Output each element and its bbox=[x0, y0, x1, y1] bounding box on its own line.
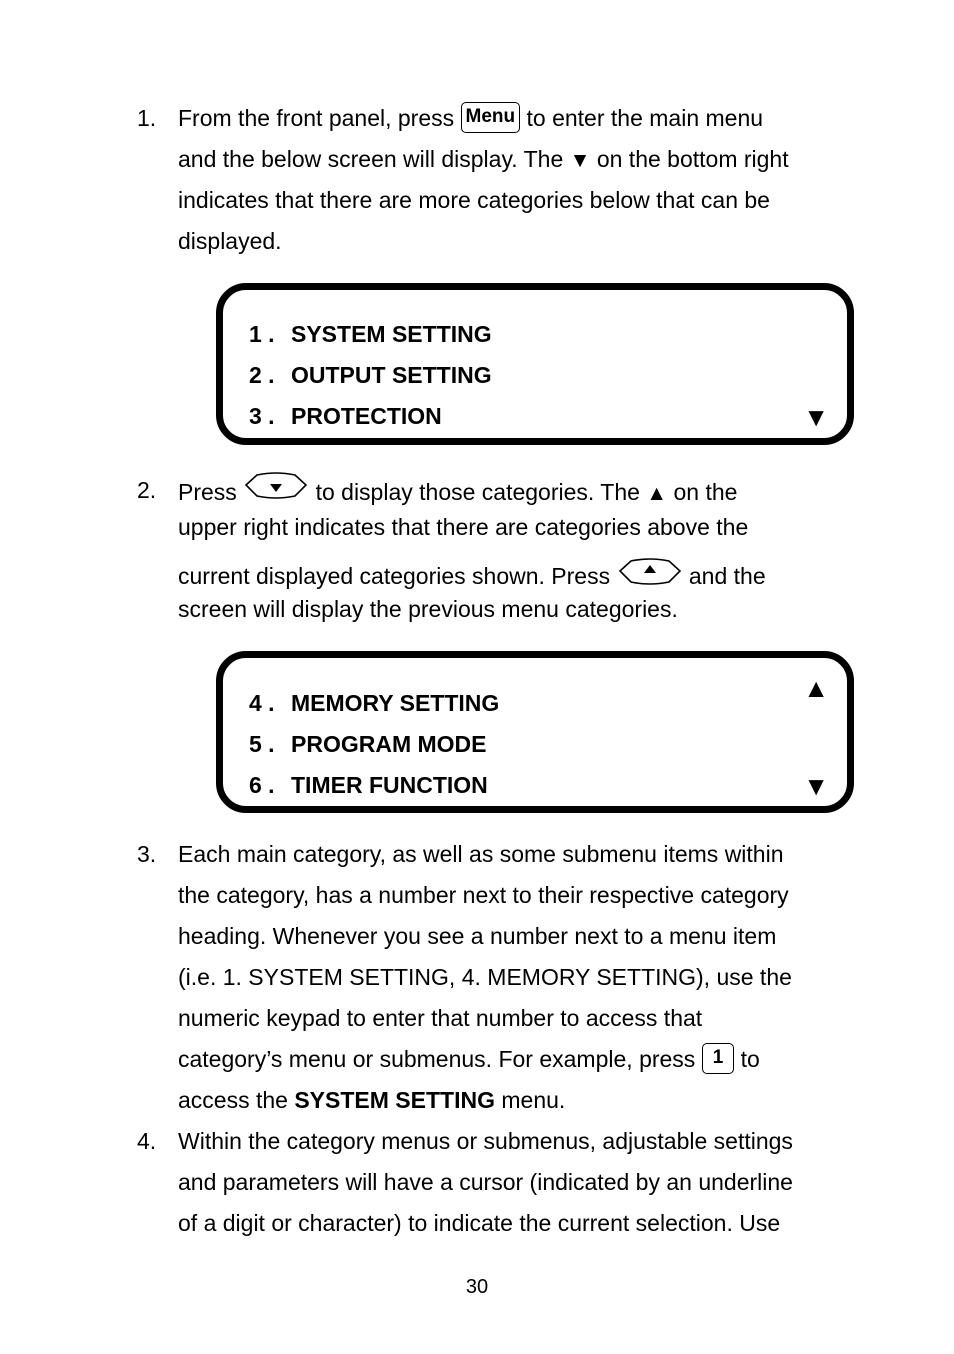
lcd-screen-more-menu bbox=[216, 651, 854, 813]
item-number: 3. bbox=[137, 841, 157, 867]
text-line: indicates that there are more categories below that can be bbox=[178, 187, 770, 213]
down-arrow-key-icon bbox=[243, 472, 309, 508]
text-line: heading. Whenever you see a number next to a menu item bbox=[178, 923, 777, 949]
menu-label: PROGRAM MODE bbox=[291, 731, 487, 757]
text: to enter the main menu bbox=[520, 105, 764, 131]
text: on the bbox=[667, 479, 738, 506]
menu-index: 1 . bbox=[249, 321, 275, 347]
text: and the bbox=[682, 563, 766, 590]
menu-label: TIMER FUNCTION bbox=[291, 772, 488, 798]
menu-row-system-setting bbox=[249, 320, 492, 348]
menu-label: MEMORY SETTING bbox=[291, 690, 500, 716]
up-arrow-icon: ▲ bbox=[803, 673, 829, 703]
menu-key-icon: Menu bbox=[461, 102, 521, 133]
text: Press bbox=[178, 479, 244, 506]
text: From the front panel, press bbox=[178, 105, 461, 131]
lcd-screen-main-menu bbox=[216, 283, 854, 445]
text-line: numeric keypad to enter that number to access that bbox=[178, 1005, 703, 1031]
text-line bbox=[178, 1045, 760, 1076]
menu-label: PROTECTION bbox=[291, 403, 442, 429]
text: menu. bbox=[494, 1087, 566, 1113]
text-line bbox=[178, 1086, 565, 1114]
menu-label: SYSTEM SETTING bbox=[291, 321, 492, 347]
menu-label: OUTPUT SETTING bbox=[291, 362, 492, 388]
text-line: and parameters will have a cursor (indicated by an underline bbox=[178, 1169, 793, 1195]
item-number: 4. bbox=[137, 1128, 157, 1154]
text: current displayed categories shown. Press bbox=[178, 563, 617, 590]
text: access the bbox=[178, 1087, 295, 1113]
page-number: 30 bbox=[465, 1276, 489, 1298]
bold-text: SYSTEM SETTING bbox=[294, 1087, 495, 1113]
menu-row-program-mode bbox=[249, 730, 487, 758]
menu-row-protection bbox=[249, 402, 442, 430]
text-line bbox=[178, 145, 789, 175]
down-triangle-icon: ▼ bbox=[569, 149, 591, 172]
menu-index: 6 . bbox=[249, 772, 275, 798]
text: to bbox=[734, 1046, 760, 1072]
text-line: screen will display the previous menu categories. bbox=[178, 596, 678, 622]
key-1-icon: 1 bbox=[702, 1043, 735, 1074]
text: on the bottom right bbox=[590, 146, 789, 172]
text-line: displayed. bbox=[178, 228, 282, 254]
text-line bbox=[178, 476, 737, 512]
item-number: 1. bbox=[137, 105, 157, 131]
text-line: Within the category menus or submenus, adjustable settings bbox=[178, 1128, 793, 1154]
menu-row-memory-setting bbox=[249, 689, 499, 717]
text: and the below screen will display. The bbox=[178, 146, 570, 172]
down-arrow-icon: ▼ bbox=[803, 771, 829, 801]
menu-index: 3 . bbox=[249, 403, 275, 429]
menu-index: 4 . bbox=[249, 690, 275, 716]
text: category’s menu or submenus. For example, press bbox=[178, 1046, 702, 1072]
text-line: the category, has a number next to their respective category bbox=[178, 882, 789, 908]
text-line: upper right indicates that there are categories above the bbox=[178, 514, 749, 540]
text-line: of a digit or character) to indicate the current selection. Use bbox=[178, 1210, 781, 1236]
item-number: 2. bbox=[137, 477, 157, 503]
up-arrow-key-icon bbox=[617, 554, 683, 594]
text: to display those categories. The bbox=[309, 479, 647, 506]
down-arrow-icon: ▼ bbox=[803, 402, 829, 432]
text-line: (i.e. 1. SYSTEM SETTING, 4. MEMORY SETTING), use the bbox=[178, 964, 792, 990]
menu-index: 5 . bbox=[249, 731, 275, 757]
menu-index: 2 . bbox=[249, 362, 275, 388]
text-line bbox=[178, 558, 766, 598]
up-triangle-icon: ▲ bbox=[646, 482, 668, 506]
text-line: Each main category, as well as some submenu items within bbox=[178, 841, 784, 867]
menu-row-timer-function bbox=[249, 771, 488, 799]
text-line bbox=[178, 104, 763, 135]
menu-row-output-setting bbox=[249, 361, 492, 389]
